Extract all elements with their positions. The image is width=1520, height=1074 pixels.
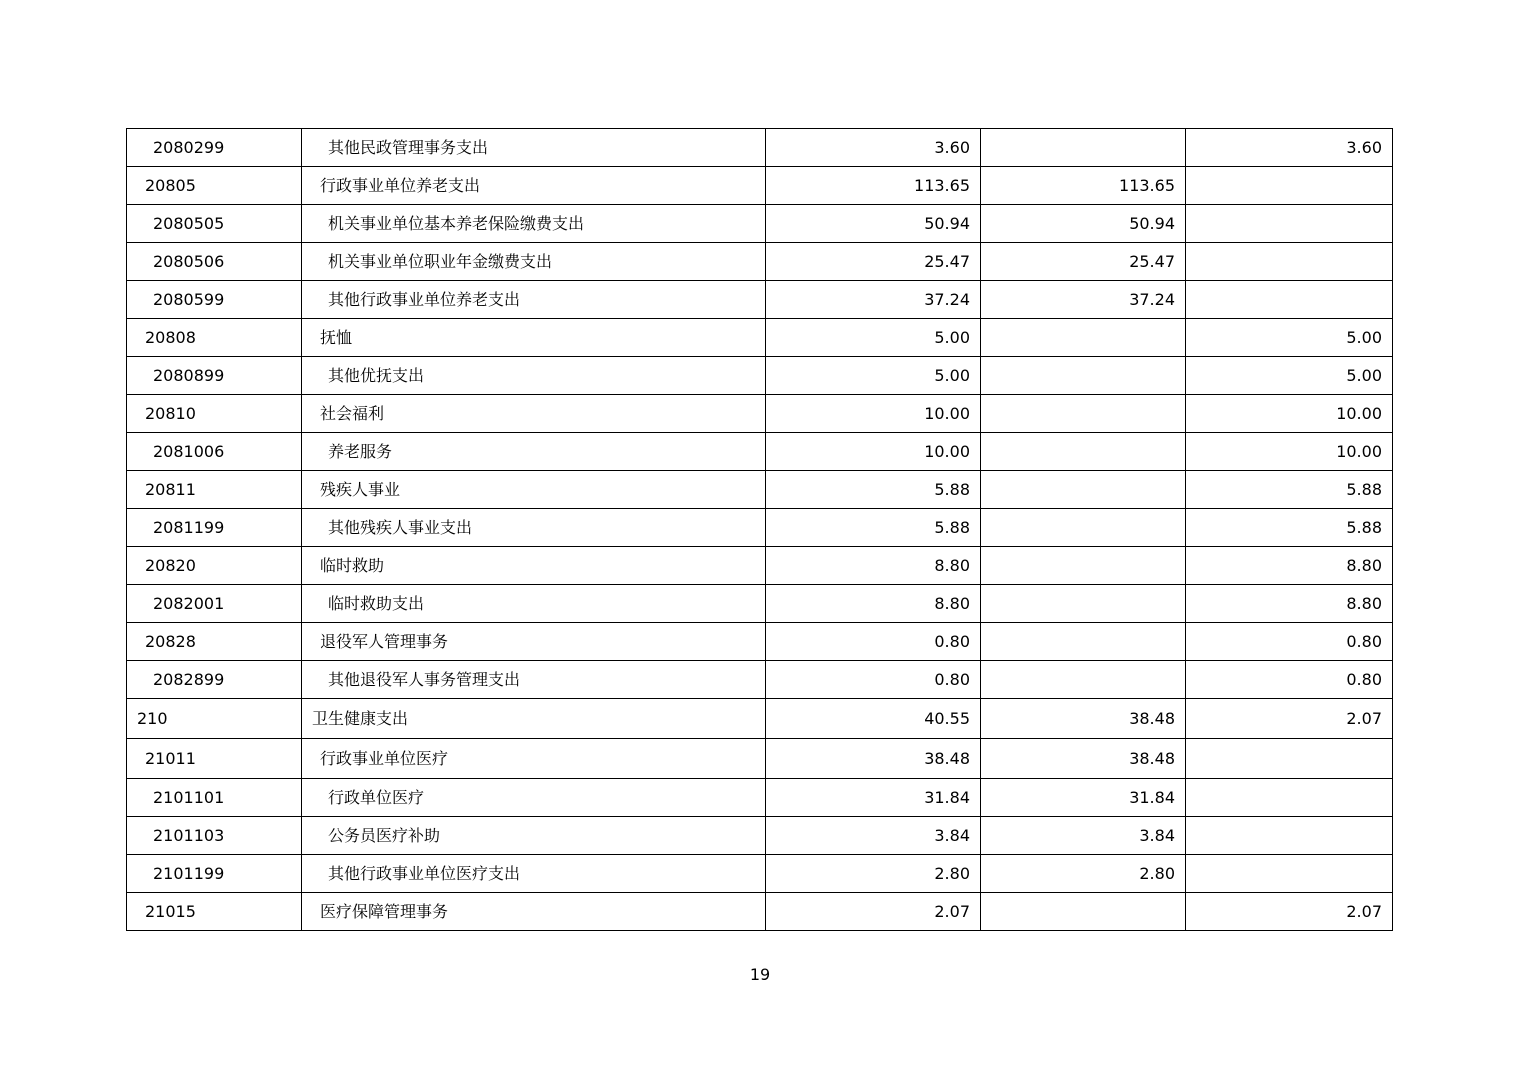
cell-total: 0.80	[766, 623, 981, 661]
cell-name: 卫生健康支出	[302, 699, 766, 739]
cell-basic: 113.65	[981, 167, 1186, 205]
table-row	[127, 893, 1393, 931]
cell-name: 行政事业单位医疗	[302, 739, 766, 779]
cell-code: 21015	[127, 893, 302, 931]
cell-total: 40.55	[766, 699, 981, 739]
cell-code: 20805	[127, 167, 302, 205]
cell-project: 8.80	[1186, 585, 1393, 623]
cell-code: 2082899	[127, 661, 302, 699]
cell-basic: 50.94	[981, 205, 1186, 243]
cell-project	[1186, 243, 1393, 281]
cell-total: 8.80	[766, 547, 981, 585]
cell-name: 残疾人事业	[302, 471, 766, 509]
cell-basic	[981, 471, 1186, 509]
cell-code: 2080505	[127, 205, 302, 243]
table-row	[127, 395, 1393, 433]
cell-basic: 38.48	[981, 739, 1186, 779]
cell-name: 抚恤	[302, 319, 766, 357]
cell-total: 3.60	[766, 129, 981, 167]
cell-code: 2080899	[127, 357, 302, 395]
cell-total: 25.47	[766, 243, 981, 281]
cell-name: 其他优抚支出	[302, 357, 766, 395]
cell-basic	[981, 661, 1186, 699]
cell-total: 5.00	[766, 357, 981, 395]
cell-name: 其他退役军人事务管理支出	[302, 661, 766, 699]
cell-basic	[981, 319, 1186, 357]
cell-name: 医疗保障管理事务	[302, 893, 766, 931]
cell-name: 机关事业单位基本养老保险缴费支出	[302, 205, 766, 243]
table-row	[127, 779, 1393, 817]
cell-code: 20828	[127, 623, 302, 661]
table-row	[127, 547, 1393, 585]
cell-total: 5.88	[766, 471, 981, 509]
cell-basic: 25.47	[981, 243, 1186, 281]
cell-code: 210	[127, 699, 302, 739]
cell-basic: 37.24	[981, 281, 1186, 319]
table-row	[127, 357, 1393, 395]
page-number: 19	[749, 965, 771, 984]
cell-code: 21011	[127, 739, 302, 779]
table-row	[127, 661, 1393, 699]
table-row	[127, 281, 1393, 319]
cell-code: 2080299	[127, 129, 302, 167]
cell-basic: 31.84	[981, 779, 1186, 817]
cell-basic	[981, 585, 1186, 623]
cell-project: 3.60	[1186, 129, 1393, 167]
cell-basic	[981, 893, 1186, 931]
cell-project: 5.88	[1186, 509, 1393, 547]
table-row	[127, 585, 1393, 623]
cell-name: 退役军人管理事务	[302, 623, 766, 661]
cell-project: 5.88	[1186, 471, 1393, 509]
cell-total: 3.84	[766, 817, 981, 855]
table-row	[127, 433, 1393, 471]
cell-name: 公务员医疗补助	[302, 817, 766, 855]
cell-project: 5.00	[1186, 319, 1393, 357]
table-row	[127, 739, 1393, 779]
table-row	[127, 319, 1393, 357]
cell-basic: 38.48	[981, 699, 1186, 739]
cell-code: 2101103	[127, 817, 302, 855]
table-row	[127, 855, 1393, 893]
cell-basic	[981, 509, 1186, 547]
table-body	[127, 129, 1393, 931]
cell-project: 8.80	[1186, 547, 1393, 585]
cell-code: 20810	[127, 395, 302, 433]
cell-basic: 3.84	[981, 817, 1186, 855]
cell-name: 其他行政事业单位医疗支出	[302, 855, 766, 893]
cell-project: 5.00	[1186, 357, 1393, 395]
cell-project	[1186, 167, 1393, 205]
cell-project	[1186, 817, 1393, 855]
cell-name: 社会福利	[302, 395, 766, 433]
cell-basic	[981, 433, 1186, 471]
cell-project	[1186, 205, 1393, 243]
cell-total: 5.88	[766, 509, 981, 547]
cell-basic	[981, 129, 1186, 167]
cell-code: 2101101	[127, 779, 302, 817]
cell-project	[1186, 779, 1393, 817]
cell-code: 2082001	[127, 585, 302, 623]
cell-project: 2.07	[1186, 699, 1393, 739]
table-row	[127, 699, 1393, 739]
cell-total: 10.00	[766, 395, 981, 433]
budget-expenditure-table	[126, 128, 1393, 931]
cell-total: 113.65	[766, 167, 981, 205]
cell-total: 2.80	[766, 855, 981, 893]
cell-name: 行政事业单位养老支出	[302, 167, 766, 205]
cell-name: 养老服务	[302, 433, 766, 471]
cell-basic	[981, 395, 1186, 433]
cell-name: 其他残疾人事业支出	[302, 509, 766, 547]
cell-total: 8.80	[766, 585, 981, 623]
cell-basic: 2.80	[981, 855, 1186, 893]
cell-code: 2081006	[127, 433, 302, 471]
cell-total: 2.07	[766, 893, 981, 931]
cell-name: 行政单位医疗	[302, 779, 766, 817]
table-row	[127, 167, 1393, 205]
cell-total: 5.00	[766, 319, 981, 357]
cell-code: 2080506	[127, 243, 302, 281]
cell-project: 10.00	[1186, 395, 1393, 433]
cell-basic	[981, 357, 1186, 395]
cell-name: 其他民政管理事务支出	[302, 129, 766, 167]
cell-code: 20811	[127, 471, 302, 509]
cell-code: 2101199	[127, 855, 302, 893]
table-row	[127, 471, 1393, 509]
cell-name: 机关事业单位职业年金缴费支出	[302, 243, 766, 281]
cell-code: 20820	[127, 547, 302, 585]
cell-basic	[981, 623, 1186, 661]
cell-name: 临时救助	[302, 547, 766, 585]
cell-project	[1186, 855, 1393, 893]
cell-name: 其他行政事业单位养老支出	[302, 281, 766, 319]
table-row	[127, 509, 1393, 547]
cell-project: 2.07	[1186, 893, 1393, 931]
cell-total: 0.80	[766, 661, 981, 699]
cell-project	[1186, 739, 1393, 779]
table-row	[127, 243, 1393, 281]
cell-project: 0.80	[1186, 623, 1393, 661]
cell-total: 37.24	[766, 281, 981, 319]
cell-total: 38.48	[766, 739, 981, 779]
table-row	[127, 817, 1393, 855]
cell-total: 50.94	[766, 205, 981, 243]
cell-project: 0.80	[1186, 661, 1393, 699]
cell-total: 31.84	[766, 779, 981, 817]
table-row	[127, 129, 1393, 167]
table-row	[127, 623, 1393, 661]
cell-total: 10.00	[766, 433, 981, 471]
cell-code: 2080599	[127, 281, 302, 319]
cell-code: 2081199	[127, 509, 302, 547]
cell-name: 临时救助支出	[302, 585, 766, 623]
cell-basic	[981, 547, 1186, 585]
cell-project	[1186, 281, 1393, 319]
cell-project: 10.00	[1186, 433, 1393, 471]
cell-code: 20808	[127, 319, 302, 357]
table-row	[127, 205, 1393, 243]
